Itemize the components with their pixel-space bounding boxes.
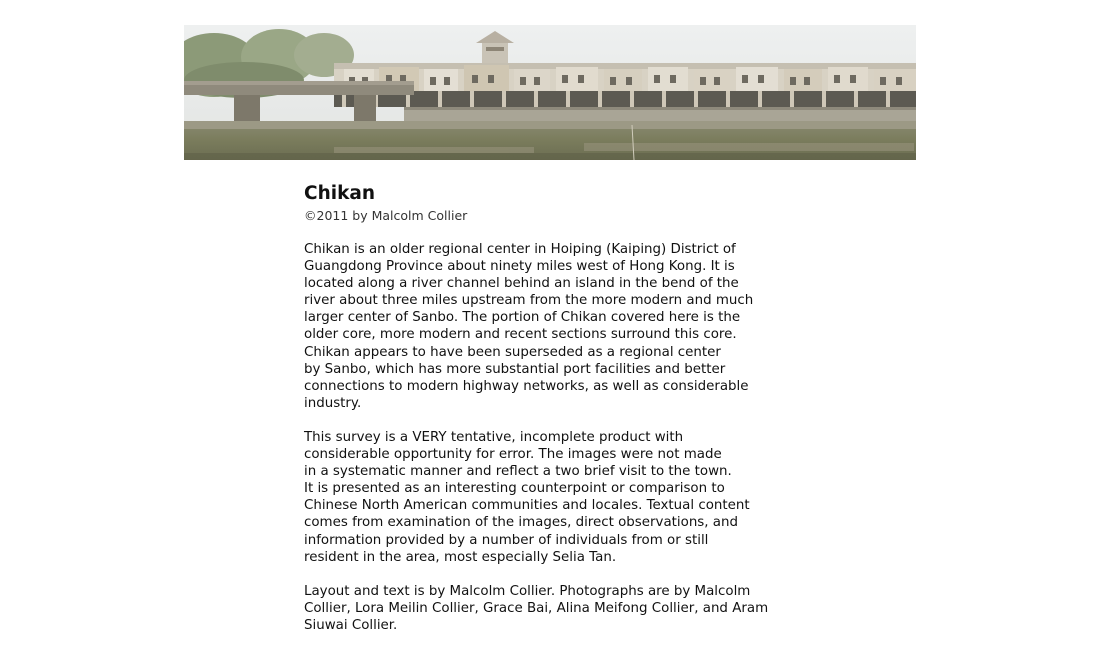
text-line: in a systematic manner and reflect a two brief visit to the town. [304,464,732,480]
banner-photo [184,25,916,160]
text-line: by Sanbo, which has more substantial port facilities and better [304,361,726,377]
page-title: Chikan [304,183,376,204]
text-line: information provided by a number of individuals from or still [304,532,709,548]
text-line: Chinese North American communities and locales. Textual content [304,498,750,514]
text-line: located along a river channel behind an island in the bend of the [304,276,739,292]
text-line: resident in the area, most especially Selia Tan. [304,549,617,565]
paragraph-survey-note [304,429,804,566]
text-line: Chikan appears to have been superseded as a regional center [304,344,721,360]
article [304,183,804,634]
text-line: It is presented as an interesting counterpoint or comparison to [304,481,725,497]
text-line: Chikan is an older regional center in Hoiping (Kaiping) District of [304,242,736,257]
text-line: older core, more modern and recent sections surround this core. [304,327,737,343]
waterfront-panorama-image [184,25,916,160]
text-line: This survey is a VERY tentative, incomplete product with [304,429,684,445]
text-line: Collier, Lora Meilin Collier, Grace Bai, Alina Meifong Collier, and Aram [304,600,769,616]
text-line: Guangdong Province about ninety miles west of Hong Kong. It is [304,259,735,275]
text-line: considerable opportunity for error. The images were not made [304,447,722,463]
copyright-notice: ©2011 by Malcolm Collier [304,208,468,223]
text-line: Siuwai Collier. [304,617,398,633]
text-line: connections to modern highway networks, as well as considerable [304,378,749,394]
text-line: river about three miles upstream from the more modern and much [304,293,754,309]
text-line: larger center of Sanbo. The portion of Chikan covered here is the [304,310,741,326]
text-line: comes from examination of the images, direct observations, and [304,515,738,531]
paragraph-intro [304,241,804,412]
paragraph-credits [304,583,804,634]
text-line: Layout and text is by Malcolm Collier. Photographs are by Malcolm [304,583,751,599]
text-line: industry. [304,395,362,411]
